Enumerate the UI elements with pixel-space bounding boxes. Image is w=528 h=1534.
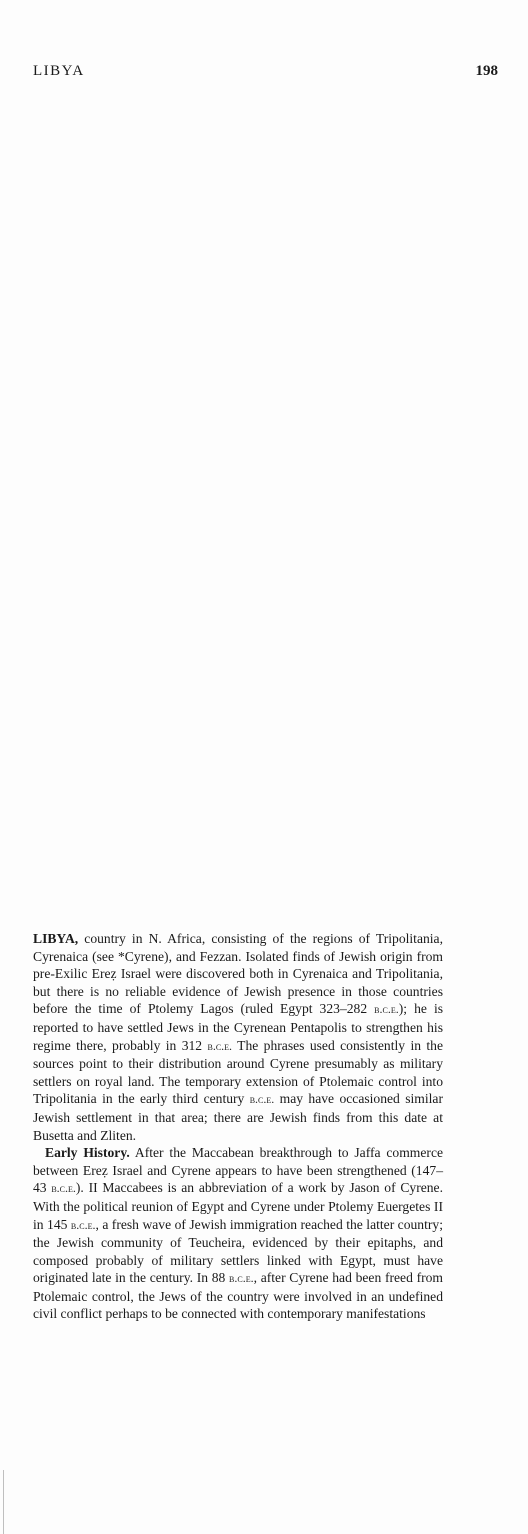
scan-edge-line bbox=[3, 1470, 4, 1534]
running-head-title: LIBYA bbox=[33, 63, 85, 79]
text-span: ); he is reported to have settled Jews in the Cyrenean Pentapolis to strengthen his regime there, probably in 312 bbox=[33, 1001, 444, 1053]
era-abbreviation: b.c.e. bbox=[374, 1002, 399, 1017]
text-span: country in N. Africa, consisting of the regions of Tripolitania, Cyrenaica (see *Cyrene), and Fezzan. Isolated finds of Jewish origin from pre-Exilic Ereẓ Israel were discovered both in Cyrenaica and Tripolitania, but there is no reliable evidence of Jewish presence in those countries before the time of Ptolemy Lagos (ruled Egypt 323–282 bbox=[33, 931, 443, 1017]
paragraph-early-history bbox=[33, 1144, 443, 1323]
text-span: , a fresh wave of Jewish immigration reached the latter country; the Jewish community of Teucheira, evidenced by their epitaphs, and composed probably of military settlers linked with Egypt, must have originated late in the century. In 88 bbox=[33, 1216, 443, 1286]
article-body bbox=[33, 930, 443, 1323]
era-abbreviation: b.c.e. bbox=[249, 1092, 275, 1107]
article-headword: LIBYA, bbox=[33, 931, 79, 946]
paragraph-intro bbox=[33, 930, 443, 1144]
text-span: may have occasioned similar Jewish settlement in that area; there are Jewish finds from this date at Busetta and Zliten. bbox=[33, 1091, 443, 1143]
era-abbreviation: b.c.e. bbox=[207, 1038, 233, 1053]
text-span: ). II Maccabees is an abbreviation of a work by Jason of Cyrene. With the political reunion of Egypt and Cyrene under Ptolemy Euergetes II in 145 bbox=[33, 1180, 443, 1232]
text-span: After the Maccabean breakthrough to Jaffa commerce between Ereẓ Israel and Cyrene appears to have been strengthened (147–43 bbox=[33, 1145, 444, 1196]
section-heading: Early History. bbox=[45, 1145, 130, 1161]
page-number: 198 bbox=[475, 63, 498, 79]
era-abbreviation: b.c.e. bbox=[229, 1271, 254, 1286]
era-abbreviation: b.c.e. bbox=[70, 1217, 96, 1232]
era-abbreviation: b.c.e. bbox=[51, 1181, 76, 1196]
text-span: The phrases used consistently in the sources point to their distribution around Cyrene presumably as military settlers on royal land. The temporary extension of Ptolemaic control into Tripolitania in the early third century bbox=[33, 1037, 443, 1107]
text-span: , after Cyrene had been freed from Ptolemaic control, the Jews of the country were involved in an undefined civil conflict perhaps to be connected with contemporary manifestations bbox=[33, 1270, 443, 1322]
